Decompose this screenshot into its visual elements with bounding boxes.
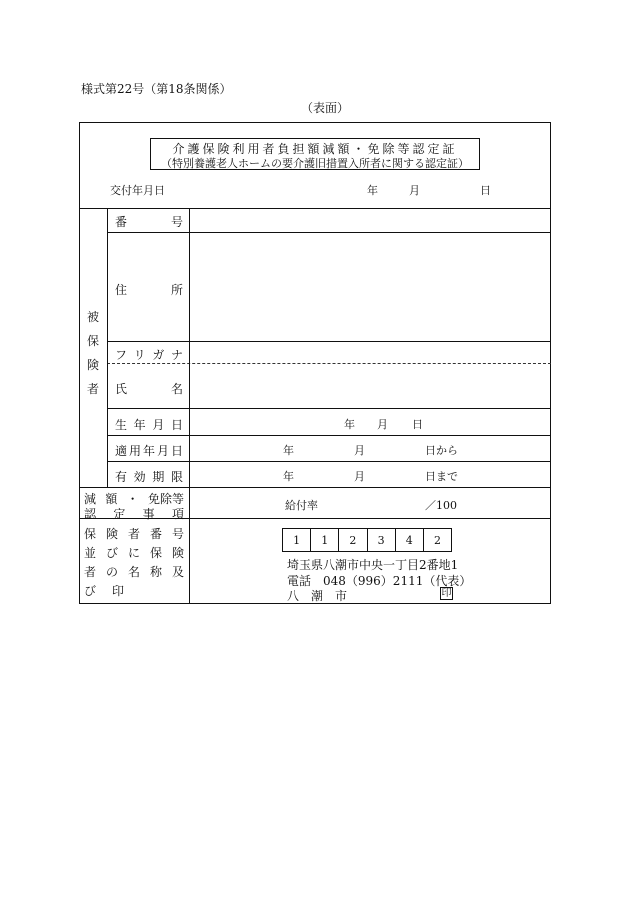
insured-person-label: 被 保 険 者 <box>86 310 99 396</box>
insurer-label-line1: 保 険 者 番 号 <box>84 527 184 541</box>
benefit-rate-value: ／100 <box>425 499 457 512</box>
certificate-title: 介護保険利用者負担額減額・免除等認定証 <box>172 142 458 156</box>
rule <box>107 208 108 487</box>
rule <box>107 341 551 342</box>
issue-day-label: 日 <box>480 184 491 197</box>
birth-year-label: 年 <box>344 418 355 431</box>
rule <box>107 435 551 436</box>
insurer-label-line3: 者 の 名 称 及 <box>84 565 184 579</box>
birthdate-label: 生 年 月 日 <box>115 418 183 432</box>
rule <box>79 208 551 209</box>
furigana-label: フ リ ガ ナ <box>115 348 183 362</box>
apply-year-label: 年 <box>283 444 294 457</box>
name-label: 氏 名 <box>115 382 183 396</box>
reduction-label-line1: 減 額 ・ 免除等 <box>84 492 184 506</box>
form-number: 様式第22号（第18条関係） <box>81 82 232 96</box>
apply-date-label: 適 用 年 月 日 <box>115 444 183 458</box>
issue-month-label: 月 <box>409 184 420 197</box>
insurer-number-digit: 2 <box>433 533 441 547</box>
rule <box>107 408 551 409</box>
insurer-label-line4: び 印 <box>84 584 124 598</box>
expiry-label: 有 効 期 限 <box>115 470 183 484</box>
insurer-address: 埼玉県八潮市中央一丁目2番地1 <box>287 558 459 572</box>
insurer-name: 八 潮 市 <box>287 589 348 603</box>
birth-month-label: 月 <box>377 418 388 431</box>
issue-year-label: 年 <box>367 184 378 197</box>
certificate-subtitle: （特別養護老人ホームの要介護旧措置入所者に関する認定証） <box>161 157 469 170</box>
expiry-month-label: 月 <box>354 470 365 483</box>
insurer-phone: 電話 048（996）2111（代表） <box>287 574 472 588</box>
address-label: 住 所 <box>115 283 183 297</box>
rule <box>107 461 551 462</box>
apply-month-label: 月 <box>354 444 365 457</box>
insurer-number-digit: 2 <box>339 529 367 551</box>
rule <box>189 208 190 604</box>
dashed-rule <box>107 363 551 364</box>
insurer-number-digit: 1 <box>283 529 311 551</box>
rule <box>79 487 551 488</box>
benefit-rate-label: 給付率 <box>285 499 318 512</box>
insurer-number-digit: 3 <box>368 529 396 551</box>
apply-day-label: 日から <box>425 444 458 457</box>
expiry-day-label: 日まで <box>425 470 458 483</box>
insurer-number-boxes <box>282 528 452 552</box>
insurer-number-digit: 1 <box>311 529 339 551</box>
insurer-number-digit: 4 <box>396 529 424 551</box>
number-label: 番 号 <box>115 215 183 229</box>
birth-day-label: 日 <box>412 418 423 431</box>
expiry-year-label: 年 <box>283 470 294 483</box>
side-label: （表面） <box>301 101 350 115</box>
rule <box>107 232 551 233</box>
reduction-label-line2: 認 定 事 項 <box>84 507 184 521</box>
seal-mark: 印 <box>441 588 452 599</box>
issue-date-label: 交付年月日 <box>110 184 165 197</box>
insurer-label-line2: 並 び に 保 険 <box>84 546 184 560</box>
